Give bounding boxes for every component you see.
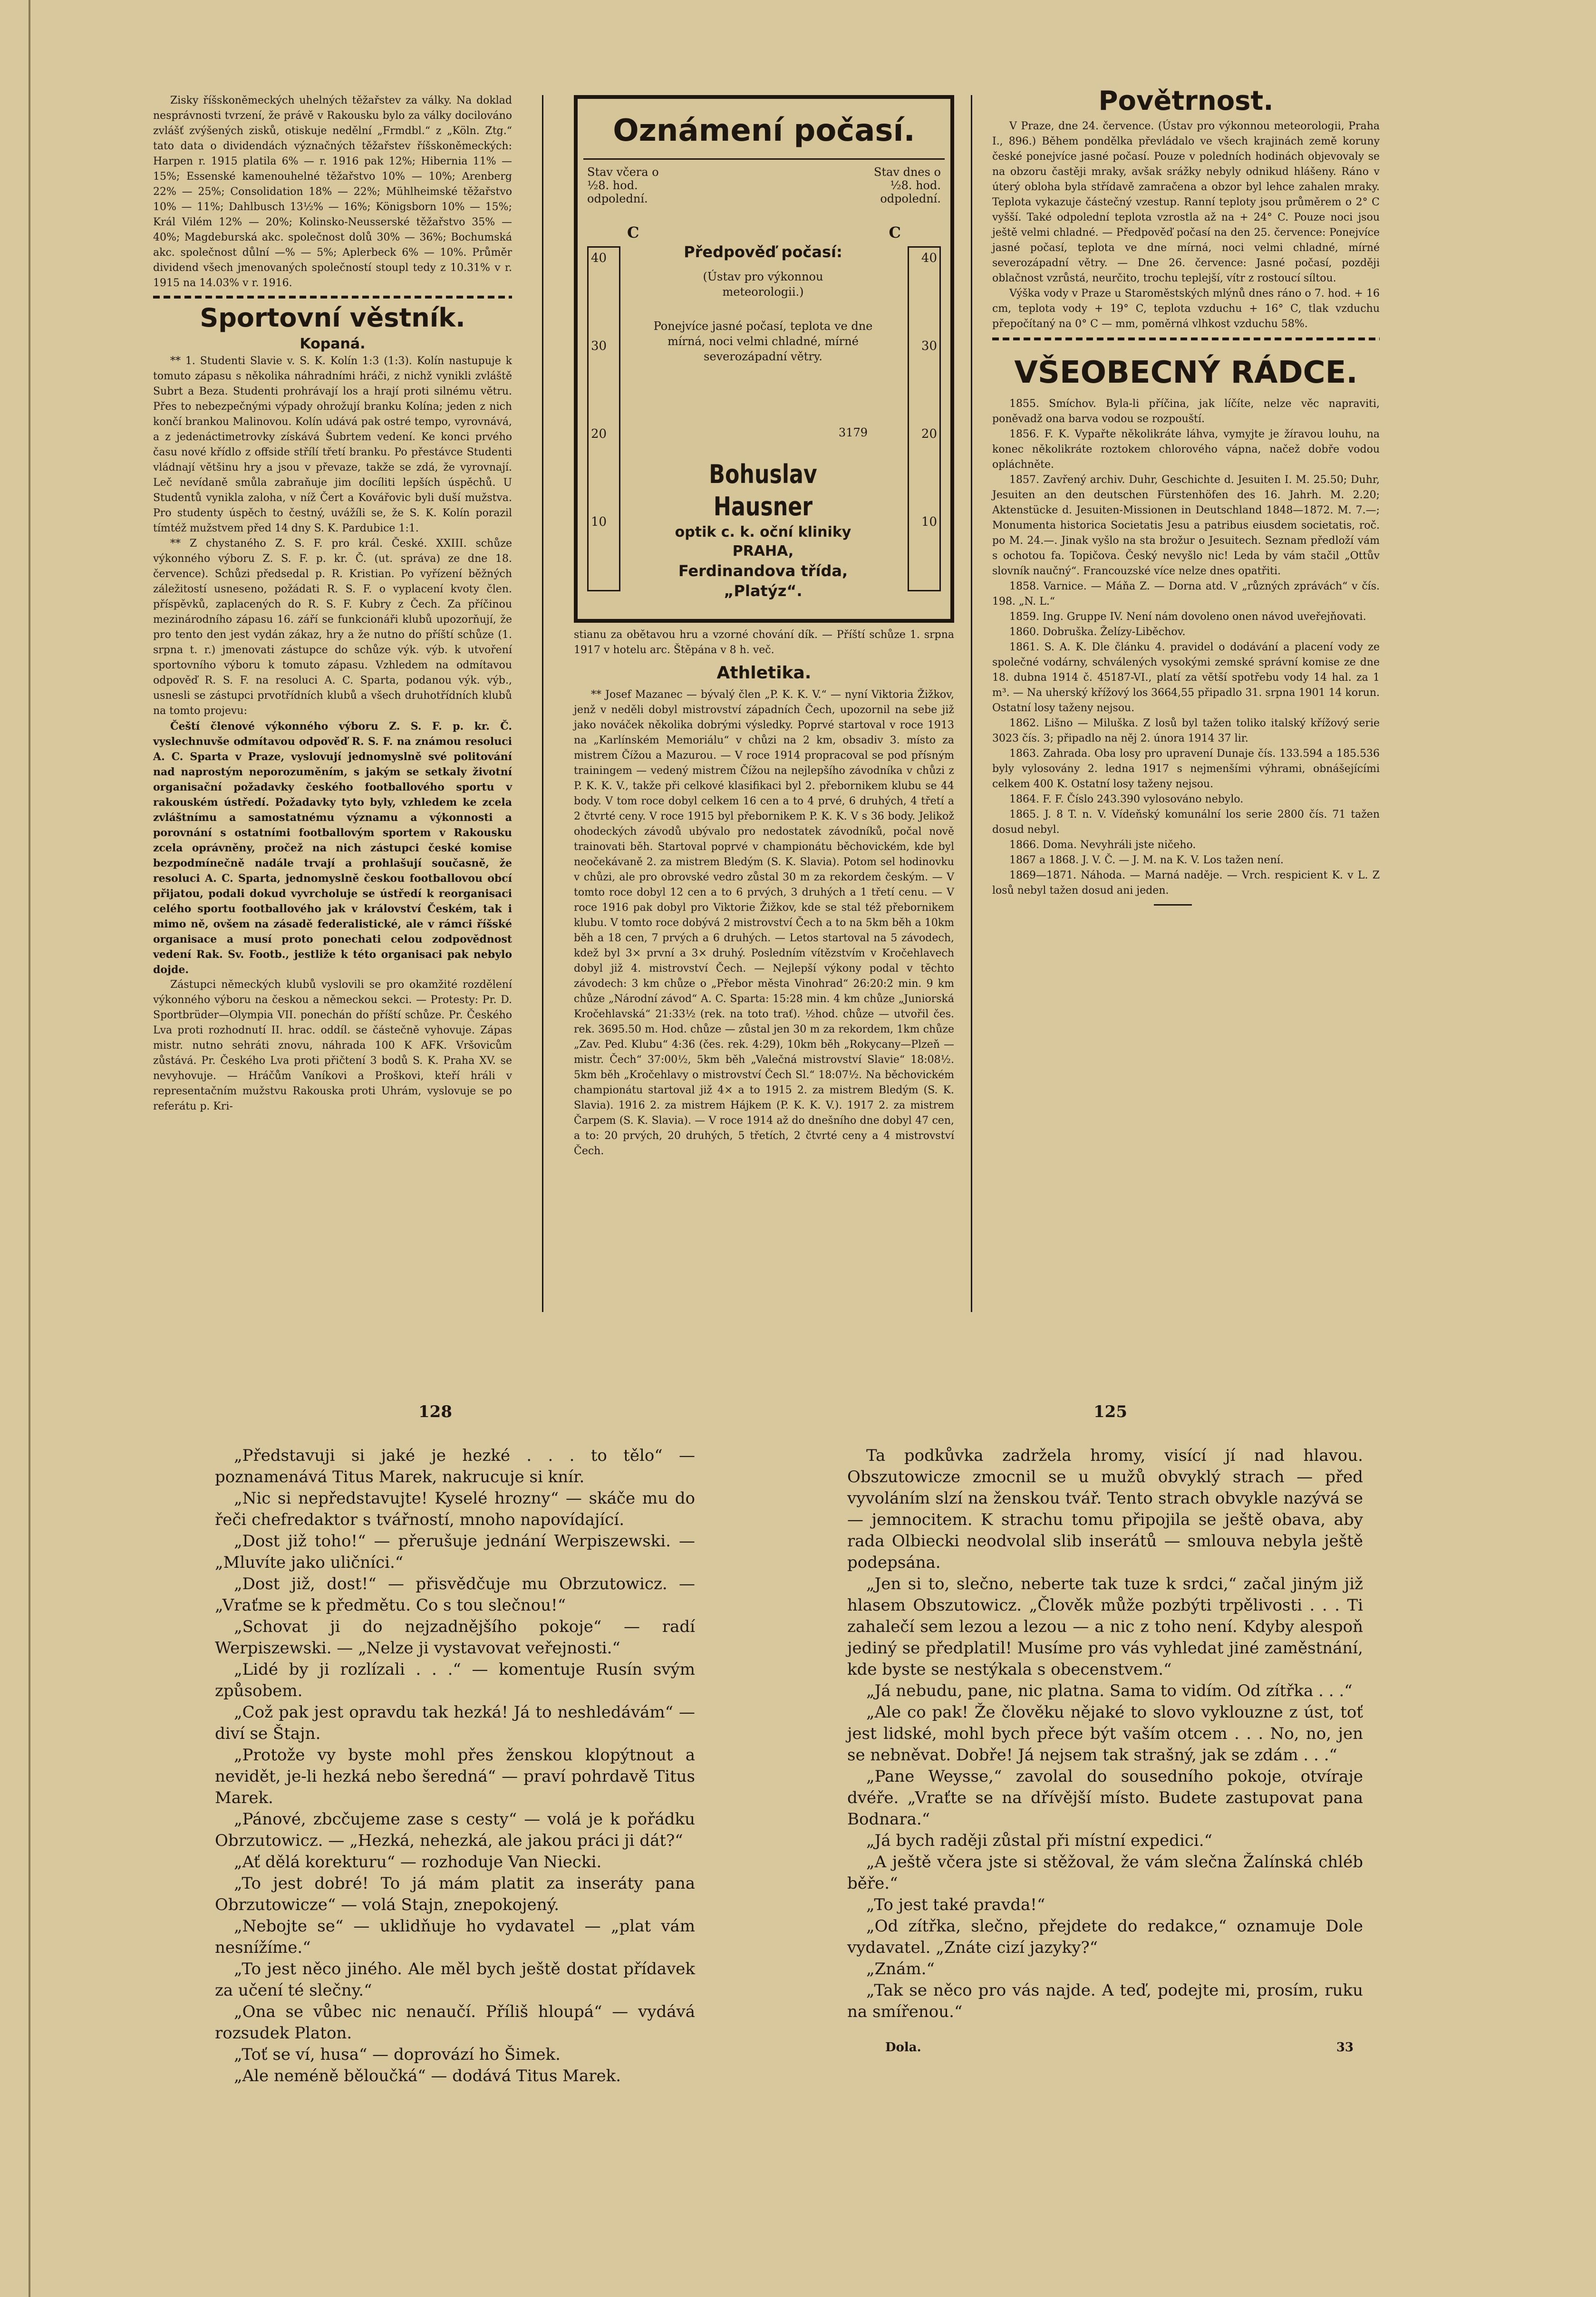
advice-heading: VŠEOBECNÝ RÁDCE. xyxy=(1014,355,1358,390)
advice-item: 1862. Lišno — Miluška. Z losů byl tažen toliko italský křížový serie 3023 čís. 3; připadlo na něj 2. února 1914 37 lir. xyxy=(992,717,1380,744)
middle-column xyxy=(574,627,954,1159)
novel-footer xyxy=(847,2037,1363,2061)
novel-paragraph: „Což pak jest opravdu tak hezká! Já to neshledávám“ — diví se Štajn. xyxy=(215,1703,695,1743)
advice-item: 1866. Doma. Nevyhráli jste ničeho. xyxy=(1009,839,1196,851)
sport-paragraph: Zástupci německých klubů vyslovili se pro okamžité rozdělení výkonného výboru na českou a německou sekci. — Protesty: Pr. D. Sportbrüder—Olympia VII. ponechán do příští schůze. Pr. Českého Lva proti rozhodnutí II. hrac. oddíl. se částečně vyhovuje. Zápas mistr. nutno sehráti znovu, náhrada 100 K AFK. Vršovicům zůstává. Pr. Českého Lva proti přičtení 3 bodů S. K. Praha XV. se nevyhovuje. — Hráčům Vaníkovi a Proškovi, kteří hráli v representačním mužstvu Rakouska proti Uhrám, vyslovuje se po referátu p. Kri- xyxy=(153,979,512,1112)
novel-paragraph: „Já bych raději zůstal při místní expedici.“ xyxy=(866,1831,1212,1850)
novel-paragraph: „Lidé by ji rozlízali . . .“ — komentuje Rusín svým způsobem. xyxy=(215,1660,695,1700)
advice-item: 1858. Varnice. — Máňa Z. — Dorna atd. V „různých zprávách“ v čís. 198. „N. L.“ xyxy=(992,580,1380,608)
novel-paragraph: „Protože vy byste mohl přes ženskou klopýtnout a nevidět, je-li hezká nebo šeredná“ — praví pohrdavě Titus Marek. xyxy=(215,1746,695,1807)
novel-page-right xyxy=(847,1445,1363,2061)
forecast-source: (Ústav pro výkonnou meteorologii.) xyxy=(703,270,823,299)
novel-paragraph: „To jest dobré! To já mám platit za inseráty pana Obrzutowicze“ — volá Stajn, znepokojený. xyxy=(215,1874,695,1914)
advice-item: 1864. F. F. Číslo 243.390 vylosováno nebylo. xyxy=(1009,793,1244,805)
novel-paragraph: „Nebojte se“ — uklidňuje ho vydavatel — „plat vám nesnížíme.“ xyxy=(215,1917,695,1957)
novel-paragraph: Ta podkůvka zadržela hromy, visící jí nad hlavou. Obszutowicze zmocnil se u mužů obvyklý strach — před vyvoláním slzí na ženskou tvář. Tento strach obvykle nazývá se — jemnocitem. K strachu tomu připojila se ještě obava, aby rada Olbiecki neodvolal slib inserátů — smlouva nebyla ještě podepsána. xyxy=(847,1446,1363,1572)
novel-paragraph: „Ona se vůbec nic nenaučí. Příliš hloupá“ — vydává rozsudek Platon. xyxy=(215,2002,695,2043)
left-column xyxy=(153,93,512,1114)
forecast-title: Předpověď počasí: xyxy=(684,243,842,261)
advice-item: 1865. J. 8 T. n. V. Vídeňský komunální los serie 2800 čís. 71 tažen dosud nebyl. xyxy=(992,809,1380,836)
novel-paragraph: „Toť se ví, husa“ — doprovází ho Šimek. xyxy=(234,2045,561,2064)
page-number-right: 125 xyxy=(1093,1402,1127,1421)
column-divider xyxy=(971,95,972,1312)
divider xyxy=(992,338,1380,340)
advice-item: 1859. Ing. Gruppe IV. Není nám dovoleno onen návod uveřejňovati. xyxy=(1009,611,1366,623)
novel-paragraph: „Znám.“ xyxy=(866,1959,935,1979)
optician-street: Ferdinandova třída, xyxy=(678,562,848,580)
advice-item: 1856. F. K. Vypařte několikráte láhva, vymyjte je žíravou louhu, na konec několikráte roztokem chlorového vápna, načež dobře vodou opláchněte. xyxy=(992,428,1380,471)
right-label: Stav dnes o ½8. hod. odpolední. xyxy=(874,165,941,205)
sport-paragraph: ** Z chystaného Z. S. F. pro král. České. XXIII. schůze výkonného výboru Z. S. F. p. kr. Č. (ut. správa) ze dne 18. července). Schůzi předsedal p. R. Kristian. Po vyřízení běžných záležitostí usneseno, požádati R. S. F. o vyplacení kvoty člen. příspěvků, zaplacených do R. S. F. Kubry z Čech. Za příčinou mezinárodního zápasu 16. září se funkcionáři klubů upozorňují, že pro tento den jest vydán zákaz, hry a že nutno do příští schůze (1. srpna t. r.) jmenovati zástupce do schůze výk. výb. k utvoření sportovního výboru k tomuto zápasu. Vzhledem na odmítavou odpověď R. S. F. na resoluci A. C. Sparta, podanou výk. výb., usnesli se zástupci prvotřídních klubů a všech druhotřídních klubů na tomto projevu: xyxy=(153,538,512,717)
sport-article xyxy=(153,354,512,1114)
advice-item: 1869—1871. Náhoda. — Marná naděje. — Vrch. respicient K. v L. Z losů nebyl tažen dosud ani jeden. xyxy=(992,869,1380,897)
optician-line: optik c. k. oční kliniky xyxy=(675,524,851,540)
advice-item: 1860. Dobruška. Želízy-Liběchov. xyxy=(1009,626,1186,638)
coal-dividends-text: Zisky říšskoněmeckých uhelných těžařstev za války. Na doklad nesprávnosti tvrzení, že právě v Rakousku bylo za války docilováno zvlášť zvýšených zisků, otiskuje nedělní „Frmdbl.“ z „Köln. Ztg.“ tato data o dividendách význačných těžařstev říšskoněmeckých: Harpen r. 1915 platila 6% — r. 1916 pak 12%; Hibernia 11% — 15%; Essenské kamenouhelné těžařstvo 10% — 10%; Arenberg 22% — 25%; Consolidation 18% — 22%; Mühlheimské těžařstvo 10% — 11%; Dahlbusch 13½% — 16%; Königsborn 10% — 15%; Král Vilém 12% — 20%; Kolinsko-Neusserské těžařstvo 35% — 40%; Magdeburská akc. společnost dolů 30% — 36%; Bochumská akc. společnost důlní —% — 5%; Aplerbeck 6% — 10%. Průměr dividend všech jmenovaných společností stoupl tedy z 10.31% v r. 1915 na 14.03% v r. 1916. xyxy=(153,95,512,289)
footer-signature: Dola. xyxy=(885,2040,921,2055)
tick-label: 10 xyxy=(921,515,937,529)
athletics-heading: Athletika. xyxy=(716,663,812,683)
sport-continuation xyxy=(574,627,954,658)
advice-item: 1863. Zahrada. Oba losy pro upravení Dunaje čís. 133.594 a 185.536 byly vylosovány 2. ledna 1917 s nejmenšími výhrami, obnášejícími celkem 400 K. Ostatní losy taženy nejsou. xyxy=(992,748,1380,790)
unit-left: C xyxy=(627,223,639,241)
advice-item: 1861. S. A. K. Dle článku 4. pravidel o dodávání a placení vody ze společné vodárny, schválených vysokými zemské správní komise ze dne 18. dubna 1914 č. 45187-VI., platí za větší spotřebu vody 14 hal. za 1 m³. — Na uherský křížový los 3664,55 připadlo 31. srpna 1901 14 korun. Ostatní losy taženy nejsou. xyxy=(992,641,1380,714)
coal-dividends-article xyxy=(153,93,512,291)
weather-ad-title: Oznámení počasí. xyxy=(613,113,915,148)
novel-paragraph: „Ať dělá korekturu“ — rozhoduje Van Niecki. xyxy=(234,1853,602,1872)
advice-item: 1867 a 1868. J. V. Č. — J. M. na K. V. Los tažen není. xyxy=(1009,854,1284,866)
optician-house: „Platýz“. xyxy=(724,582,803,600)
weather-report xyxy=(992,119,1380,332)
right-column xyxy=(992,84,1380,906)
novel-paragraph: „Schovat ji do nejzadnějšího pokoje“ — radí Werpiszewski. — „Nelze ji vystavovat veřejnosti.“ xyxy=(215,1617,695,1658)
ad-number: 3179 xyxy=(838,426,868,439)
water-level-text: Výška vody v Praze u Staroměstských mlýnů dnes ráno o 7. hod. + 16 cm, teplota vody + 19° C, teplota vzduchu + 16° C, tlak vzduchu přepočítaný na 0° C — mm, poměrná vlhkost vzduchu 58%. xyxy=(992,288,1380,330)
novel-paragraph: „Tak se něco pro vás najde. A teď, podejte mi, prosím, ruku na smířenou.“ xyxy=(847,1981,1363,2021)
left-label: Stav včera o ½8. hod. odpolední. xyxy=(587,165,659,205)
tick-label: 40 xyxy=(921,251,937,265)
optician-name: Bohuslav Hausner xyxy=(709,459,817,521)
page-number-left: 128 xyxy=(418,1402,452,1421)
novel-paragraph: „To jest také pravda!“ xyxy=(866,1895,1045,1914)
novel-paragraph: „To jest něco jiného. Ale měl bych ještě dostat přídavek za učení té slečny.“ xyxy=(215,1959,695,2000)
footer-sheet-number: 33 xyxy=(1336,2040,1354,2055)
novel-page-left xyxy=(215,1445,695,2087)
thermometer-left xyxy=(587,246,620,591)
page-fold xyxy=(29,0,30,2297)
unit-right: C xyxy=(889,223,901,241)
weather-heading: Povětrnost. xyxy=(1098,86,1274,116)
weather-advertisement xyxy=(574,95,954,623)
forecast-block xyxy=(639,241,887,601)
column-divider xyxy=(542,95,543,1312)
forecast-text: Ponejvíce jasné počasí, teplota ve dne mírná, noci velmi chladné, mírné severozápadní větry. xyxy=(653,319,873,363)
advice-list xyxy=(992,396,1380,898)
novel-paragraph: „Pánové, zbcčujeme zase s cesty“ — volá je k pořádku Obrzutowicz. — „Hezká, nehezká, ale jakou práci ji dát?“ xyxy=(215,1810,695,1850)
tick-label: 30 xyxy=(921,339,937,353)
sport-paragraph: ** 1. Studenti Slavie v. S. K. Kolín 1:3 (1:3). Kolín nastupuje k tomuto zápasu s několika náhradními hráči, z nichž vynikli zvláště Subrt a Beza. Studenti prohrávají los a hrají proti silnému větru. Přes to nebezpečnými výpady ohrožují branku Kolína; jeden z nich končí brankou Malinovou. Kolín udává pak ostré tempo, vyrovnává, a z jedenáctimetrovky získává Šubrtem vedení. Ke konci prvého času nové křídlo z offside střílí třetí branku. Po přestávce Studenti vládnají většinu hry a jsou v převaze, takže se zdá, že vyrovnají. Leč nevídaně smůla zabraňuje jim docíliti lepších úspěchů. U Studentů vynikla zaloha, v níž Čert a Kovářovic byli duší mužstva. Pro studenty úspěch to čestný, uvážíli se, že S. K. Kolín porazil tímtéž mužstvem před 14 dny S. K. Pardubice 1:1. xyxy=(153,355,512,534)
tick-label: 40 xyxy=(591,251,607,265)
divider xyxy=(1154,904,1192,906)
sport-subheading: Kopaná. xyxy=(300,336,366,352)
optician-city: PRAHA, xyxy=(732,543,794,560)
tick-label: 30 xyxy=(591,339,607,353)
weather-report-text: V Praze, dne 24. července. (Ústav pro výkonnou meteorologii, Praha I., 896.) Během pondělka převládalo ve všech krajinách země koruny české ponejvíce jasné počasí. Pouze v poledních hodinách objevovaly se na obzoru častěji mraky, avšak srážky nebyly odnikud hlášeny. Ráno v úterý obloha byla střídavě zamračena a obzor byl lehce zahalen mraky. Teplota vykazuje částečný vzestup. Ranní teploty jsou průměrem o 2° C vyšší. Také odpolední teplota vzrostla až na + 24° C. Pouze noci jsou ještě velmi chladné. — Předpověď počasí na den 25. července: Ponejvíce jasné počasí, teplota ve dne mírná, noci velmi chladné, mírné severozápadní větry. — Dne 26. července: Jasné počasí, později oblačnost vzrůstá, neurčito, trochu teplejší, vítr z rostoucí síltou. xyxy=(992,120,1380,284)
novel-paragraph: „Od zítřka, slečno, přejdete do redakce,“ oznamuje Dole vydavatel. „Znáte cizí jazyky?“ xyxy=(847,1917,1363,1957)
novel-paragraph: „Dost již toho!“ — přerušuje jednání Werpiszewski. — „Mluvíte jako uličníci.“ xyxy=(215,1532,695,1572)
sport-continuation-text: stianu za obětavou hru a vzorné chování dík. — Příští schůze 1. srpna 1917 v hotelu arc. Štěpána v 8 h. več. xyxy=(574,629,954,656)
novel-paragraph: „Představuji si jaké je hezké . . . to tělo“ — poznamenává Titus Marek, nakrucuje si knír. xyxy=(215,1446,695,1486)
novel-paragraph: „A ještě včera jste si stěžoval, že vám slečna Žalínská chléb běře.“ xyxy=(847,1853,1363,1893)
tick-label: 10 xyxy=(591,515,607,529)
advice-item: 1857. Zavřený archiv. Duhr, Geschichte d. Jesuiten I. M. 25.50; Duhr, Jesuiten an den deutschen Fürstenhöfen des 16. Jahrh. M. 2.20; Aktenstücke d. Jesuiten-Missionen in Deutschland 1848—1872. M. 7.—; Monumenta historica Societatis Jesu a patribus eiusdem societatis, roč. po M. 24.—. Jinak vyšlo na sta brožur o Jesuitech. Seznam předloží vám s ochotou fa. Topičova. Český nevyšlo nic! Leda by vám stačil „Ottův slovník naučný“. Francouzské více nelze dnes opatřiti. xyxy=(992,474,1380,577)
novel-paragraph: „Dost již, dost!“ — přisvědčuje mu Obrzutowicz. — „Vraťme se k předmětu. Co s tou slečnou!“ xyxy=(215,1574,695,1615)
tick-label: 20 xyxy=(921,427,937,441)
tick-label: 20 xyxy=(591,427,607,441)
novel-paragraph: „Já nebudu, pane, nic platna. Sama to vidím. Od zítřka . . .“ xyxy=(866,1681,1353,1700)
thermometer-right xyxy=(908,246,941,591)
athletics-article xyxy=(574,687,954,1159)
athletics-paragraph: ** Josef Mazanec — bývalý člen „P. K. K. V.“ — nyní Viktoria Žižkov, jenž v neděli dobyl mistrovství západních Čech, upozornil na sebe již jako nováček několika dobrými výsledky. Poprvé startoval v roce 1913 na „Karlínském Memoriálu“ v chůzi na 2 km, obsadiv 3. místo za mistrem Čížou a Mazurou. — V roce 1914 propracoval se pod přísným trainingem — vedený mistrem Čížou na nejlepšího závodníka v chůzi z P. K. K. V., takže při celkové klasifikaci byl 2. přebornikem klubu se 44 body. V tom roce dobyl celkem 16 cen a to 4 prvé, 6 druhých, 4 třetí a 2 čtvrté ceny. V roce 1915 byl přebornikem P. K. K. V s 36 body. Jelikož ohodeckých závodů ubývalo pro nedostatek závodníků, počal nově trainovati běh. Startoval poprvé v championátu běchovickém, kde byl neočekávaně 2. za mistrem Bledým (S. K. Slavia). Potom sel hodinovku v chůzi, ale pro obrovské vedro zůstal 30 m za rekordem českým. — V tomto roce dobyl 12 cen a to 6 prvých, 3 druhých a 1 třetí cenu. — V roce 1916 pak dobyl pro Viktorie Žižkov, kde se stal též přebornikem klubu. V tomto roce dobývá 2 mistrovství Čech a to na 5km běh a 10km běh a 18 cen, 7 prvých a 6 druhých. — Letos startoval na 5 závodech, kdež byl 3× první a 3× druhý. Posledním vítězstvím v Kročehlavech dobyl již 4. mistrovství Čech. — Nejlepší výkony podal v těchto závodech: 3 km chůze o „Přebor města Vinohrad“ 26:20:2 min. 9 km chůze „Národní závod“ A. C. Sparta: 15:28 min. 4 km chůze „Juniorská Kročehlavská“ 21:33½ (rek. na toto trať). ½hod. chůze — utvořil čes. rek. 3695.50 m. Hod. chůze — zůstal jen 30 m za rekordem, 1km chůze „Zav. Ped. Klubu“ 4:36 (čes. rek. 4:29), 10km běh „Rokycany—Plzeň — mistr. Čech“ 37:00½, 5km běh „Valečná mistrovství Slavie“ 18:08½. 5km běh „Kročehlavy o mistrovství Čech Sl.“ 18:07½. Na běchovickém championátu startoval již 4× a to 1915 2. za mistrem Bledým (S. K. Slavia). 1916 2. za mistrem Hájkem (P. K. K. V.). 1917 2. za mistrem Čarpem (S. K. Slavia). — V roce 1914 až do dnešního dne dobyl 47 cen, a to: 20 prvých, 20 druhých, 5 třetích, 2 čtvrté ceny a 4 mistrovství Čech. xyxy=(574,689,954,1157)
divider xyxy=(153,296,512,299)
sport-heading: Sportovní věstník. xyxy=(200,303,465,333)
novel-paragraph: „Ale co pak! Že člověku nějaké to slovo vyklouzne z úst, toť jest lidské, mohl bych přece být vaším otcem . . . No, no, jen se nebněvat. Dobře! Já nejsem tak strašný, jak se zdám . . .“ xyxy=(847,1703,1363,1765)
advice-item: 1855. Smíchov. Byla-li příčina, jak líčíte, nelze věc napraviti, poněvadž ona barva vodou se rozpouští. xyxy=(992,398,1380,425)
novel-paragraph: „Pane Weysse,“ zavolal do sousedního pokoje, otvíraje dvéře. „Vraťte se na dřívější místo. Budete zastupovat pana Bodnara.“ xyxy=(847,1767,1363,1829)
novel-paragraph: „Jen si to, slečno, neberte tak tuze k srdci,“ začal jiným již hlasem Obszutowicz. „Člověk může pozbýti trpělivosti . . . Ti zahalečí sem lezou a lezou — a nic z toho není. Kdyby alespoň jediný se předplatil! Musíme pro vás vyhledat jiné zaměstnání, kde byste se nestýkala s obecenstvem.“ xyxy=(847,1574,1363,1679)
novel-paragraph: „Ale neméně běloučká“ — dodává Titus Marek. xyxy=(234,2066,621,2085)
divider xyxy=(583,158,945,160)
sport-paragraph: Čeští členové výkonného výboru Z. S. F. p. kr. Č. vyslechnuvše odmítavou odpověď R. S. F. na známou resoluci A. C. Sparta v Praze, vyslovují jednomyslně své politování nad naprostým neporozuměním, s jakým se setkaly životní organisační požadavky českého footballového sportu v rakouském ústředí. Požadavky tyto byly, vzhledem ke zcela zvláštnímu a samostatnému významu a výkonnosti a porovnání s ostatními footballovým sportem v Rakousku zcela oprávněny, pročež na nich zástupci české komise bezpodmínečně nadále trvají a prohlašují současně, že resoluci A. C. Sparta, jednomyslně českou footballovou obcí přijatou, podali dokud vyvrcholuje se ústředí k reorganisaci celého sportu footballového jak v království Českém, tak i mimo ně, ovšem na zásadě federalistické, ale v rámci říšské organisace a musí proto ponechati celou zodpovědnost vedení Rak. Sv. Footb., jestliže k této organisaci pak nebylo dojde. xyxy=(153,720,512,976)
novel-paragraph: „Nic si nepředstavujte! Kyselé hrozny“ — skáče mu do řeči chefredaktor s tvářností, mnoho napovídající. xyxy=(215,1489,695,1529)
